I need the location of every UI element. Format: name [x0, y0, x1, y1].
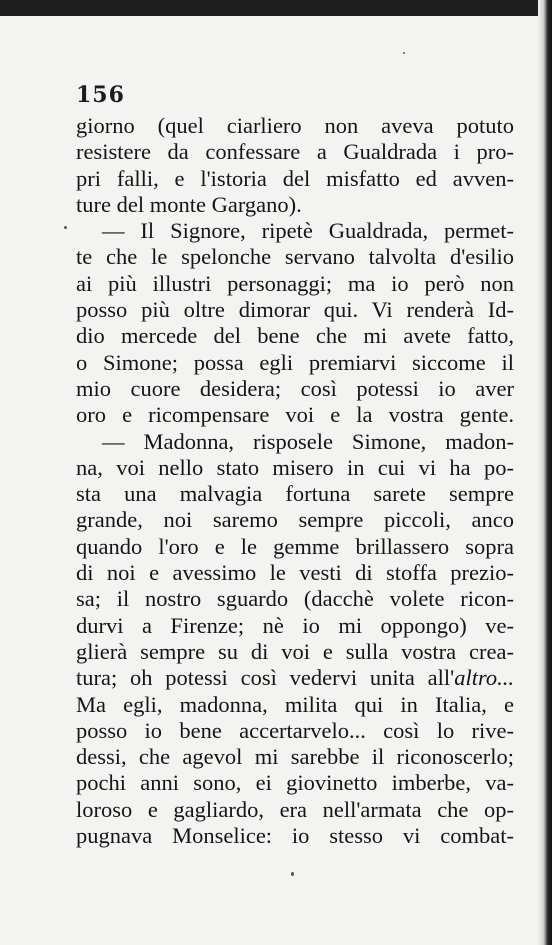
text-line: dio mercede del bene che mi avete fatto, — [76, 323, 514, 349]
text-line: dessi, che agevol mi sarebbe il riconoscerlo; — [76, 744, 514, 770]
text-line: na, voi nello stato misero in cui vi ha po- — [76, 454, 514, 480]
text-line: pugnava Monselice: io stesso vi combat- — [76, 823, 514, 849]
text-line: di noi e avessimo le vesti di stoffa prezio- — [76, 560, 514, 586]
scan-speck — [403, 52, 405, 54]
text-line: resistere da confessare a Gualdrada i pro- — [76, 139, 514, 165]
text-line: pochi anni sono, ei giovinetto imberbe, va- — [76, 770, 514, 796]
text-line: oro e ricompensare voi e la vostra gente. — [76, 402, 514, 428]
text-line: ai più illustri personaggi; ma io però non — [76, 270, 514, 296]
text-line: quando l'oro e le gemme brillassero sopra — [76, 533, 514, 559]
page-number: 156 — [76, 82, 125, 108]
scan-speck — [291, 872, 294, 876]
text-line: o Simone; possa egli premiarvi siccome il — [76, 349, 514, 375]
text-line: durvi a Firenze; nè io mi oppongo) ve- — [76, 612, 514, 638]
body-text — [76, 113, 514, 849]
text-line: mio cuore desidera; così potessi io aver — [76, 375, 514, 401]
text-line: sa; il nostro sguardo (dacchè volete ricon- — [76, 586, 514, 612]
scan-speck — [64, 226, 67, 229]
scan-top-edge — [0, 0, 552, 16]
text-line: posso più oltre dimorar qui. Vi renderà Id- — [76, 297, 514, 323]
text-line: giorno (quel ciarliero non aveva potuto — [76, 113, 514, 138]
scan-right-edge — [538, 0, 552, 945]
text-line: Ma egli, madonna, milita qui in Italia, e — [76, 691, 514, 717]
text-line: glierà sempre su di voi e sulla vostra crea- — [76, 638, 514, 664]
text-line: loroso e gagliardo, era nell'armata che op- — [76, 796, 514, 822]
text-line: posso io bene accertarvelo... così lo rive- — [76, 717, 514, 743]
text-line-with-italic — [76, 665, 514, 691]
text-line: te che le spelonche servano talvolta d'esilio — [76, 244, 514, 270]
text-line: — Il Signore, ripetè Gualdrada, permet- — [102, 218, 514, 244]
text-line: pri falli, e l'istoria del misfatto ed avven- — [76, 165, 514, 191]
text-line: sta una malvagia fortuna sarete sempre — [76, 481, 514, 507]
text-line: — Madonna, risposele Simone, madon- — [102, 428, 514, 454]
text-line: grande, noi saremo sempre piccoli, anco — [76, 507, 514, 533]
italic-word: altro... — [454, 665, 514, 691]
text-segment: tura; oh potessi così vedervi unita all' — [76, 665, 455, 691]
text-line: ture del monte Gargano). — [76, 191, 302, 217]
